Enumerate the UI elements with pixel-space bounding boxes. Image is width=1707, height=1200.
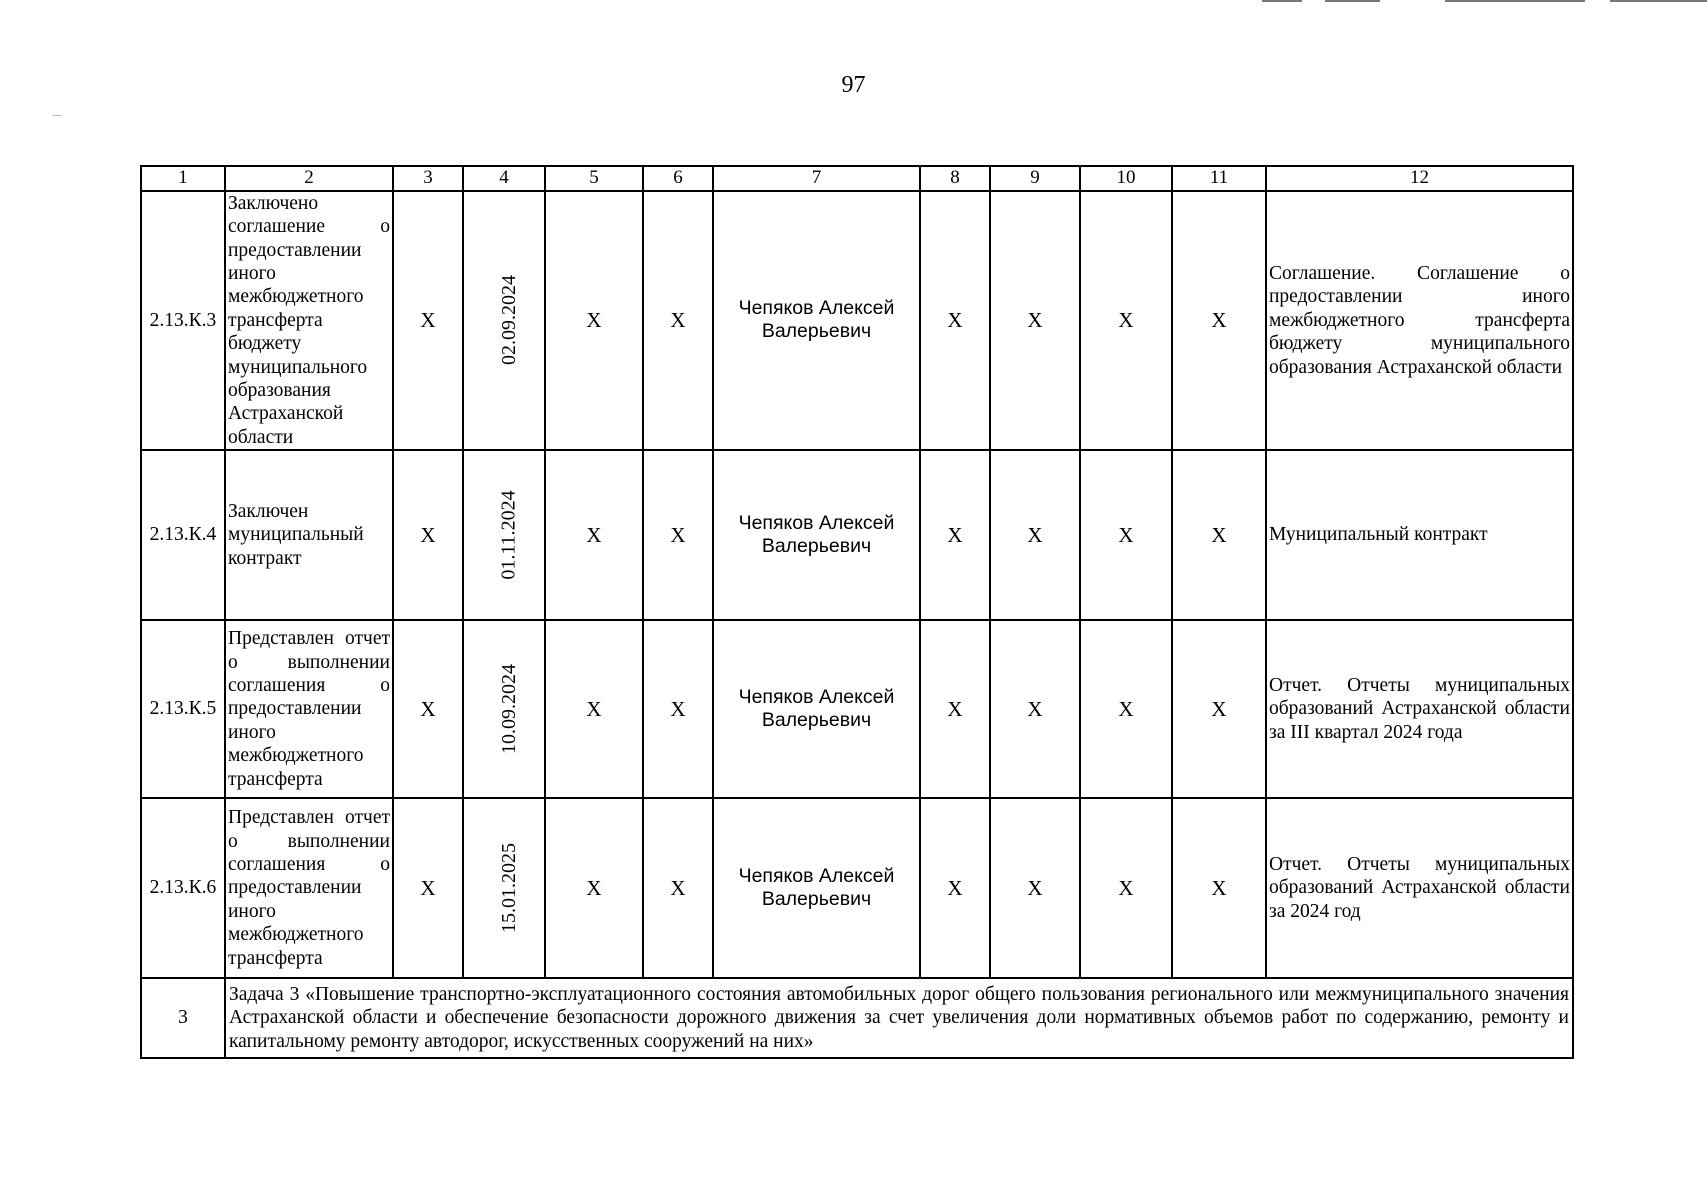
page-number: 97 (841, 72, 866, 98)
task-number: 3 (141, 978, 225, 1058)
control-point-name: Представлен отчет о выполнении соглашения о предоставлении иного межбюджетного трансферта (225, 620, 393, 798)
cell-x: X (1080, 620, 1172, 798)
cell-x: X (1080, 450, 1172, 620)
responsible-person: Чепяков Алексей Валерьевич (713, 798, 920, 978)
cell-x: X (393, 798, 463, 978)
control-point-code: 2.13.К.4 (141, 450, 225, 620)
responsible-person: Чепяков Алексей Валерьевич (713, 191, 920, 450)
cell-x: X (920, 620, 990, 798)
cell-x: X (643, 798, 713, 978)
task-description: Задача 3 «Повышение транспортно-эксплуатационного состояния автомобильных дорог общего пользования регионального или межмуниципального значения Астраханской области и обеспечение безопасности дорожного движения за счет увеличения доли нормативных объемов работ по содержанию, ремонту и капитальному ремонту автодорог, искусственных сооружений на них» (225, 978, 1573, 1058)
cell-x: X (920, 450, 990, 620)
responsible-person: Чепяков Алексей Валерьевич (713, 450, 920, 620)
cell-x: X (1080, 798, 1172, 978)
table-row (141, 798, 1573, 978)
cell-x: X (920, 798, 990, 978)
cell-x: X (1172, 450, 1266, 620)
column-number-header: 8 (920, 166, 990, 191)
control-point-code: 2.13.К.3 (141, 191, 225, 450)
scan-edge-mark (1325, 0, 1380, 2)
result-document: Муниципальный контракт (1266, 450, 1573, 620)
column-number-header: 11 (1172, 166, 1266, 191)
header-row (141, 166, 1573, 191)
date-cell (463, 450, 545, 620)
cell-x: X (643, 191, 713, 450)
cell-x: X (545, 620, 643, 798)
scan-margin-mark (52, 115, 62, 116)
column-number-header: 7 (713, 166, 920, 191)
cell-x: X (990, 450, 1080, 620)
control-point-name: Представлен отчет о выполнении соглашения о предоставлении иного межбюджетного трансферта (225, 798, 393, 978)
cell-x: X (990, 620, 1080, 798)
scan-edge-mark (1445, 0, 1585, 2)
date-cell (463, 191, 545, 450)
cell-x: X (545, 450, 643, 620)
responsible-person: Чепяков Алексей Валерьевич (713, 620, 920, 798)
scan-edge-mark (1262, 0, 1302, 2)
column-number-header: 4 (463, 166, 545, 191)
cell-x: X (1172, 798, 1266, 978)
date-text: 15.01.2025 (498, 842, 520, 933)
date-cell (463, 798, 545, 978)
table-row (141, 450, 1573, 620)
cell-x: X (990, 798, 1080, 978)
date-text: 10.09.2024 (498, 663, 520, 754)
cell-x: X (393, 191, 463, 450)
plan-table (140, 165, 1574, 1059)
date-text: 02.09.2024 (498, 275, 520, 366)
result-document: Отчет. Отчеты муниципальных образований Астраханской области за 2024 год (1266, 798, 1573, 978)
control-point-name: Заключено соглашение о предоставлении иного межбюджетного трансферта бюджету муниципального образования Астраханской области (225, 191, 393, 450)
control-point-name: Заключен муниципальный контракт (225, 450, 393, 620)
control-point-code: 2.13.К.5 (141, 620, 225, 798)
cell-x: X (1172, 191, 1266, 450)
table-row (141, 620, 1573, 798)
column-number-header: 6 (643, 166, 713, 191)
column-number-header: 5 (545, 166, 643, 191)
cell-x: X (643, 620, 713, 798)
column-number-header: 12 (1266, 166, 1573, 191)
task-row (141, 978, 1573, 1058)
result-document: Соглашение. Соглашение о предоставлении иного межбюджетного трансферта бюджету муниципального образования Астраханской области (1266, 191, 1573, 450)
control-point-code: 2.13.К.6 (141, 798, 225, 978)
cell-x: X (545, 798, 643, 978)
column-number-header: 10 (1080, 166, 1172, 191)
cell-x: X (1080, 191, 1172, 450)
cell-x: X (643, 450, 713, 620)
cell-x: X (920, 191, 990, 450)
column-number-header: 9 (990, 166, 1080, 191)
date-cell (463, 620, 545, 798)
table-row (141, 191, 1573, 450)
cell-x: X (545, 191, 643, 450)
cell-x: X (1172, 620, 1266, 798)
cell-x: X (393, 620, 463, 798)
cell-x: X (393, 450, 463, 620)
scan-edge-mark (1610, 0, 1707, 2)
cell-x: X (990, 191, 1080, 450)
date-text: 01.11.2024 (497, 490, 520, 580)
result-document: Отчет. Отчеты муниципальных образований Астраханской области за III квартал 2024 года (1266, 620, 1573, 798)
column-number-header: 2 (225, 166, 393, 191)
column-number-header: 1 (141, 166, 225, 191)
column-number-header: 3 (393, 166, 463, 191)
